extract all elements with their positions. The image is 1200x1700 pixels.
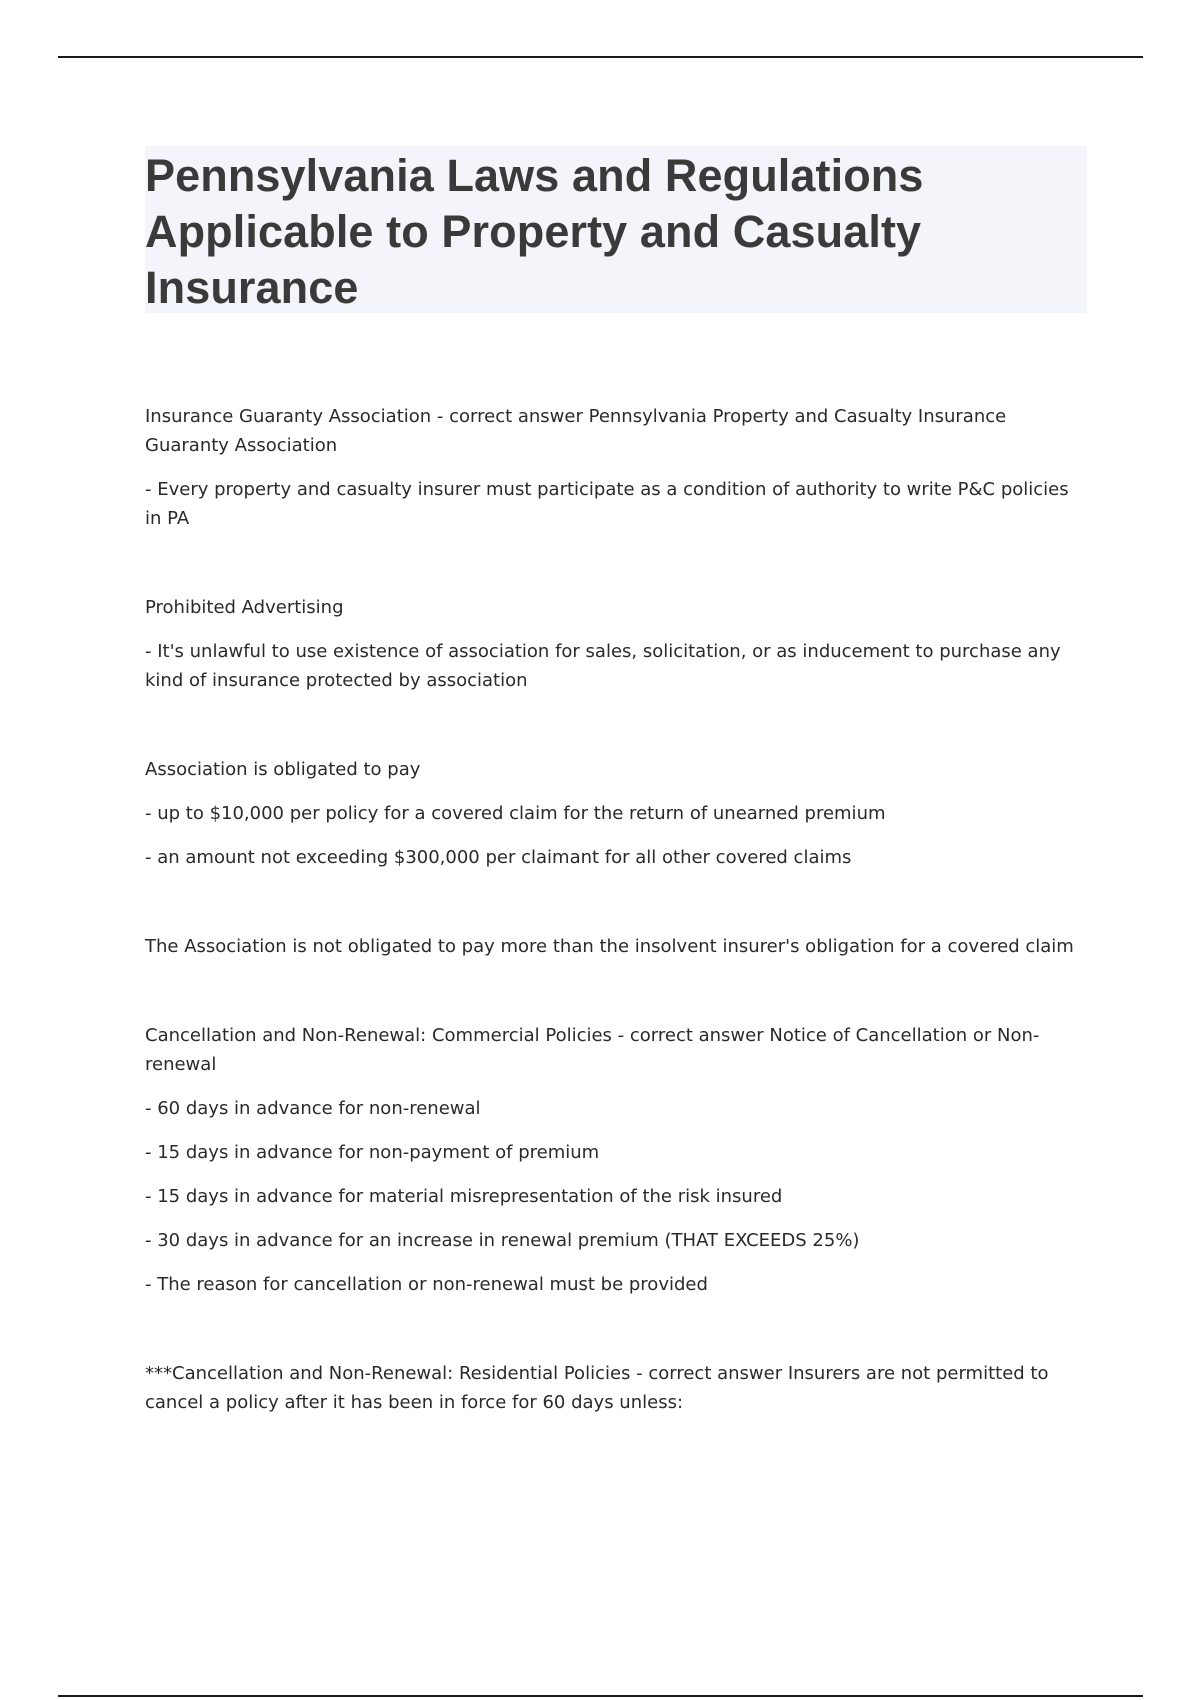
bottom-rule [58, 1695, 1143, 1697]
section-line: - Every property and casualty insurer must participate as a condition of authority to write P&C policies in PA [145, 479, 1069, 529]
section-guaranty-association [145, 402, 1090, 533]
section-heading: ***Cancellation and Non-Renewal: Residential Policies - correct answer Insurers are not permitted to cancel a policy after it has been in force for 60 days unless: [145, 1363, 1049, 1413]
section-prohibited-advertising [145, 593, 1090, 695]
document-body [145, 402, 1090, 1477]
section-commercial-policies [145, 1021, 1090, 1299]
section-not-obligated [145, 932, 1090, 961]
section-line: - 60 days in advance for non-renewal [145, 1098, 481, 1119]
section-line: - 15 days in advance for non-payment of premium [145, 1142, 600, 1163]
section-line: - 15 days in advance for material misrepresentation of the risk insured [145, 1186, 783, 1207]
section-residential-policies [145, 1359, 1090, 1417]
document-title: Pennsylvania Laws and Regulations Applicable to Property and Casualty Insurance [145, 150, 924, 313]
title-block [145, 146, 1087, 313]
section-heading: Association is obligated to pay [145, 759, 421, 780]
section-heading: Prohibited Advertising [145, 597, 344, 618]
section-line: - It's unlawful to use existence of association for sales, solicitation, or as inducement to purchase any kind of insurance protected by association [145, 641, 1061, 691]
section-obligated-to-pay [145, 755, 1090, 872]
section-line: - The reason for cancellation or non-renewal must be provided [145, 1274, 708, 1295]
section-line: - up to $10,000 per policy for a covered claim for the return of unearned premium [145, 803, 886, 824]
section-line: - an amount not exceeding $300,000 per claimant for all other covered claims [145, 847, 852, 868]
section-heading: Insurance Guaranty Association - correct answer Pennsylvania Property and Casualty Insurance Guaranty Association [145, 406, 1007, 456]
section-heading: The Association is not obligated to pay more than the insolvent insurer's obligation for a covered claim [145, 936, 1074, 957]
section-line: - 30 days in advance for an increase in renewal premium (THAT EXCEEDS 25%) [145, 1230, 860, 1251]
top-rule [58, 56, 1143, 58]
section-heading: Cancellation and Non-Renewal: Commercial Policies - correct answer Notice of Cancellation or Non-renewal [145, 1025, 1040, 1075]
